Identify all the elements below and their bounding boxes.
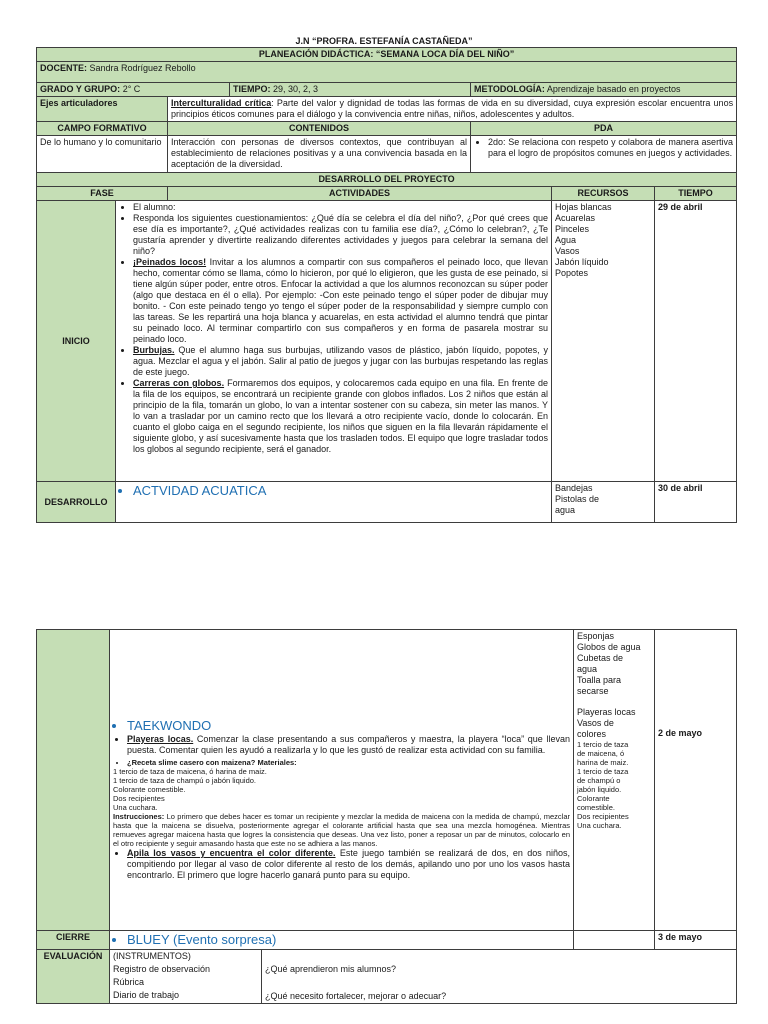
recurso-item: Esponjas — [577, 631, 615, 641]
inicio-item: • Responda los siguientes cuestionamientos: ¿Qué día se celebra el día del niño?, ¿Por qué crees que ese día es importante?, ¿Qué actividades realizas con tu familia ese día?, ¿Cómo lo celebran?, ¿Te gustaría aprender y divertirte realizando diferentes actividades y juegos para celebrar la semana del niño? — [133, 213, 548, 257]
receta-materiales — [113, 767, 570, 812]
page2-tiempo: 2 de mayo — [655, 630, 737, 931]
taekwondo-heading: • TAEKWONDO — [127, 718, 570, 734]
reflexion-q2: ¿Qué necesito fortalecer, mejorar o adecuar? — [265, 991, 447, 1001]
actividades-head: ACTIVIDADES — [168, 187, 552, 201]
receta-line: 1 tercio de taza de maicena, ó harina de maiz. — [113, 767, 267, 776]
tiempo-value: 29, 30, 2, 3 — [273, 84, 319, 94]
docente-row — [37, 62, 737, 83]
pda-value: • 2do: Se relaciona con respeto y colabora de manera asertiva para el logro de propósitos comunes en juegos y actividades. — [488, 137, 733, 159]
recurso-item: Pinceles — [555, 224, 590, 234]
instrumentos-label: (INSTRUMENTOS) — [113, 951, 191, 961]
recurso-item: Playeras locas — [577, 707, 636, 717]
recurso-item: Vasos — [555, 246, 580, 256]
cierre-recursos — [574, 931, 655, 950]
plan-table-2 — [36, 629, 737, 1004]
tiempo-cell — [230, 83, 471, 97]
recurso-item: Bandejas — [555, 483, 593, 493]
receta-line: 1 tercio de taza de champú o jabón liquido. — [113, 776, 257, 785]
recursos-receta: 1 tercio de taza de maicena, ó harina de maiz. 1 tercio de taza de champú o jabón liquido. Colorante comestible. Dos recipientes Una cuchara. — [577, 740, 629, 830]
docente-value: Sandra Rodríguez Rebollo — [89, 63, 196, 73]
fase-cierre: CIERRE — [37, 931, 110, 950]
ejes-desc: : Parte del valor y dignidad de todas las formas de vida en su diversidad, cuya expresión escolar encuentra unos principios éticos comunes para el diálogo y la convivencia entre niñas, niños, adolescentes y adultos. — [171, 98, 734, 119]
recurso-item: Jabón líquido — [555, 257, 609, 267]
metodologia-cell — [471, 83, 737, 97]
reflexion-cell — [262, 950, 737, 1004]
pda-head: PDA — [471, 122, 737, 136]
vasos-item: • Apila los vasos y encuentra el color diferente. Este juego también se realizará de dos, en dos niños, compitiendo por llegar al vaso de color diferente al resto de los demás, apilando uno por uno los vasos hasta encontrarlo. El primero que logre hacerlo ganará punto para su equipo. — [127, 848, 570, 881]
grado-cell — [37, 83, 230, 97]
cierre-actividades — [110, 931, 574, 950]
recurso-item: Agua — [555, 235, 577, 245]
page2-actividades — [110, 630, 574, 931]
instrumento-item: Registro de observación — [113, 964, 211, 974]
inicio-recursos — [552, 201, 655, 482]
desarrollo-actividades — [116, 482, 552, 523]
recursos-head: RECURSOS — [552, 187, 655, 201]
instrumento-item: Diario de trabajo — [113, 990, 180, 1000]
campo-value: De lo humano y lo comunitario — [37, 136, 168, 173]
recurso-item: Vasos de — [577, 718, 614, 728]
pda-cell — [471, 136, 737, 173]
recurso-item: agua — [577, 664, 598, 674]
fase-head: FASE — [37, 187, 168, 201]
contenidos-value: Interacción con personas de diversos contextos, que contribuyan al establecimiento de relaciones positivas y a una convivencia basada en la aceptación de la diversidad. — [168, 136, 471, 173]
receta-line: Colorante comestible. — [113, 785, 186, 794]
ejes-text — [168, 97, 737, 122]
page2-recursos — [574, 630, 655, 931]
ejes-label: Ejes articuladores — [37, 97, 168, 122]
playeras-item: • Playeras locas. Comenzar la clase presentando a sus compañeros y maestra, la playera “loca” que llevan puesta. Comentar quien les ayudó a realizarla y lo que les gustó de realizar esta actividad con su familia. — [127, 734, 570, 756]
desarrollo-recursos — [552, 482, 655, 523]
plan-page-2 — [36, 629, 736, 1004]
bluey-heading: • BLUEY (Evento sorpresa) — [127, 932, 570, 948]
inicio-actividades — [116, 201, 552, 482]
desarrollo-tiempo: 30 de abril — [655, 482, 737, 523]
school-name: J.N “PROFRA. ESTEFANÍA CASTAÑEDA” — [295, 36, 473, 46]
recurso-item: Acuarelas — [555, 213, 596, 223]
metodologia-label: METODOLOGÍA: — [474, 84, 545, 94]
ejes-bold: Interculturalidad crítica — [171, 98, 272, 108]
fase-desarrollo-cont — [37, 630, 110, 931]
receta-line: Una cuchara. — [113, 803, 158, 812]
recurso-item: Toalla para — [577, 675, 622, 685]
receta-title: • ¿Receta slime casero con maizena? Materiales: — [127, 758, 570, 767]
plan-table-1 — [36, 47, 737, 523]
inicio-tiempo: 29 de abril — [655, 201, 737, 482]
recurso-item: Globos de agua — [577, 642, 641, 652]
cierre-tiempo: 3 de mayo — [655, 931, 737, 950]
recurso-item: Hojas blancas — [555, 202, 612, 212]
plan-page-1 — [36, 47, 736, 523]
receta-line: Dos recipientes — [113, 794, 165, 803]
instrumento-item: Rúbrica — [113, 977, 145, 987]
grado-value: 2° C — [122, 84, 141, 94]
docente-label: DOCENTE: — [40, 63, 87, 73]
inicio-item: • El alumno: — [133, 202, 548, 213]
recurso-item: Pistolas de — [555, 494, 600, 504]
inicio-item: • ¡Peinados locos! Invitar a los alumnos a compartir con sus compañeros el peinado loco, que llevan hecho, comentar cómo se llama, cómo lo hicieron, por qué lo eligieron, que les gusta de ese peinado, si tiene algún súper poder, entre otros. Enfocar la actividad a que los alumnos reconozcan su súper poder (algo que destaca en él o ella). Por ejemplo: -Con este peinado tengo el súper poder de dibujar muy bonito. - Con este peinado tengo yo tengo el súper poder de la responsabilidad y siempre cumplo con las tareas. Se les repartirá una hoja blanca y acuarelas, en esta actividad el alumno tendrá que pintar su peinado loco. Al terminar compartirlo con sus compañeros y en forma de pasarela mostrar su peinado loco. — [133, 257, 548, 345]
inicio-item: • Burbujas. Que el alumno haga sus burbujas, utilizando vasos de plástico, jabón líquido, popotes, y agua. Mezclar el agua y el jabón. Salir al patio de juegos y jugar con las burbujas respetando las reglas de este juego. — [133, 345, 548, 378]
actividad-acuatica: • ACTVIDAD ACUATICA — [133, 483, 548, 499]
metodologia-value: Aprendizaje basado en proyectos — [546, 84, 681, 94]
receta-instrucciones: Instrucciones: Lo primero que debes hacer es tomar un recipiente y mezclar la medida de maicena con la medida de champú, mezclar hasta que la maicena se disuelva, posteriormente agregar el colorante artificial hasta que sea una mezcla homogénea. Mientras remueves agregar maicena hasta que logres la consistencia que deseas. Una vez listo, poner a reposar un par de minutos, colocarlo en el otro recipiente y seguir amasando hasta que este no se adhiera a las manos. — [113, 812, 571, 848]
fase-evaluacion: EVALUACIÓN — [37, 950, 110, 1004]
grado-label: GRADO Y GRUPO: — [40, 84, 121, 94]
fase-inicio: INICIO — [37, 201, 116, 482]
contenidos-head: CONTENIDOS — [168, 122, 471, 136]
fase-desarrollo: DESARROLLO — [37, 482, 116, 523]
plan-title: PLANEACIÓN DIDÁCTICA: “SEMANA LOCA DÍA DEL NIÑO” — [37, 48, 737, 62]
recurso-item: secarse — [577, 686, 609, 696]
campo-head: CAMPO FORMATIVO — [37, 122, 168, 136]
reflexion-q1: ¿Qué aprendieron mis alumnos? — [265, 964, 397, 974]
tiempo-head: TIEMPO — [655, 187, 737, 201]
recurso-item: agua — [555, 505, 576, 515]
instrumentos-cell — [110, 950, 262, 1004]
tiempo-label: TIEMPO: — [233, 84, 271, 94]
recurso-item: colores — [577, 729, 607, 739]
inicio-item: • Carreras con globos. Formaremos dos equipos, y colocaremos cada equipo en una fila. En frente de la fila de los equipos, se encontrará un recipiente grande con globos inflados. Los 2 niños que están al principio de la fila, tomarán un globo, lo van a intentar sostener con su cabeza, sin meter las manos. Y lo van a trasladar por un camino recto que los llevará a otro recipiente vacío, donde lo colocarán. En cuanto el globo caiga en el segundo recipiente, los niños que siguen en la fila llevarán rápidamente el siguiente globo, y así sucesivamente hasta que los trasladen todos. El equipo que logre trasladar todos los globos al segundo recipiente, será el ganador. — [133, 378, 548, 455]
recurso-item: Popotes — [555, 268, 589, 278]
recurso-item: Cubetas de — [577, 653, 624, 663]
desarrollo-head: DESARROLLO DEL PROYECTO — [37, 173, 737, 187]
